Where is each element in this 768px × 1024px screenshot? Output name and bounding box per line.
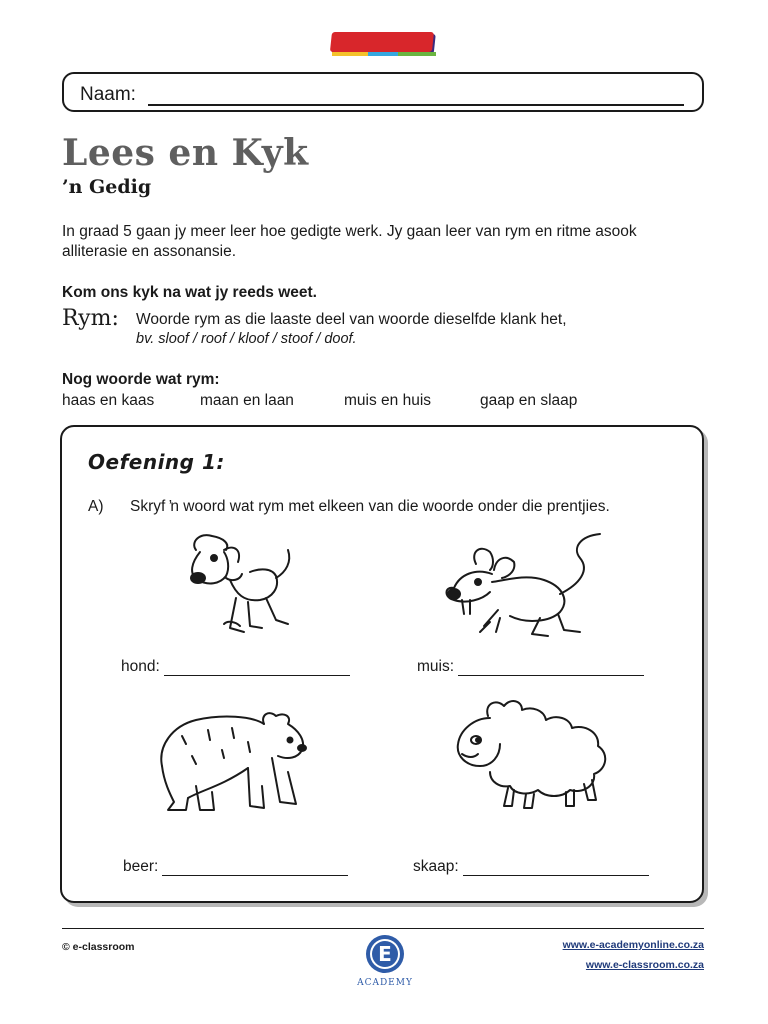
rhyme-pair: maan en laan [200, 392, 294, 409]
intro-paragraph: In graad 5 gaan jy meer leer hoe gedigte werk. Jy gaan leer van rym en ritme asook alliterasie en assonansie. [62, 223, 637, 260]
word-label: muis: [417, 658, 455, 675]
classroom-link[interactable]: www.e-classroom.co.za [585, 959, 704, 971]
academy-link[interactable]: www.e-academyonline.co.za [562, 939, 704, 951]
academy-text: ACADEMY [357, 978, 413, 988]
exercise-letter: A) [88, 498, 104, 515]
page-subtitle: ’n Gedig [62, 176, 152, 198]
name-input-line[interactable] [148, 104, 684, 106]
rym-examples: bv. sloof / roof / kloof / stoof / doof. [136, 331, 357, 347]
word-label: skaap: [413, 858, 459, 875]
copyright: © e-classroom [62, 941, 135, 953]
e-classroom-logo [330, 32, 438, 56]
sheep-illustration [450, 696, 618, 816]
rhyme-pair: muis en huis [344, 392, 432, 409]
footer-divider [62, 928, 704, 929]
rym-label: Rym: [62, 306, 119, 331]
rym-definition: Woorde rym as die laaste deel van woorde dieselfde klank het, [136, 311, 567, 328]
exercise-instruction: Skryf ŉ woord wat rym met elkeen van die woorde onder die prentjies. [130, 498, 610, 515]
answer-field[interactable] [121, 658, 350, 676]
recap-heading: Kom ons kyk na wat jy reeds weet. [62, 284, 317, 301]
mouse-illustration [440, 530, 610, 650]
answer-field[interactable] [417, 658, 644, 676]
name-label: Naam: [80, 84, 136, 105]
bear-illustration [152, 706, 312, 822]
more-rhymes-heading: Nog woorde wat rym: [62, 371, 220, 388]
answer-field[interactable] [123, 858, 348, 876]
rhyme-pair: gaap en slaap [480, 392, 578, 409]
academy-letter: E [378, 942, 392, 966]
answer-field[interactable] [413, 858, 649, 876]
page-title: Lees en Kyk [62, 132, 309, 174]
e-academy-logo [350, 932, 420, 988]
name-box [62, 72, 704, 112]
rhyme-pair: haas en kaas [62, 392, 155, 409]
word-label: hond: [121, 658, 160, 675]
word-label: beer: [123, 858, 159, 875]
exercise-title: Oefening 1: [88, 450, 225, 474]
dog-illustration [180, 528, 300, 648]
